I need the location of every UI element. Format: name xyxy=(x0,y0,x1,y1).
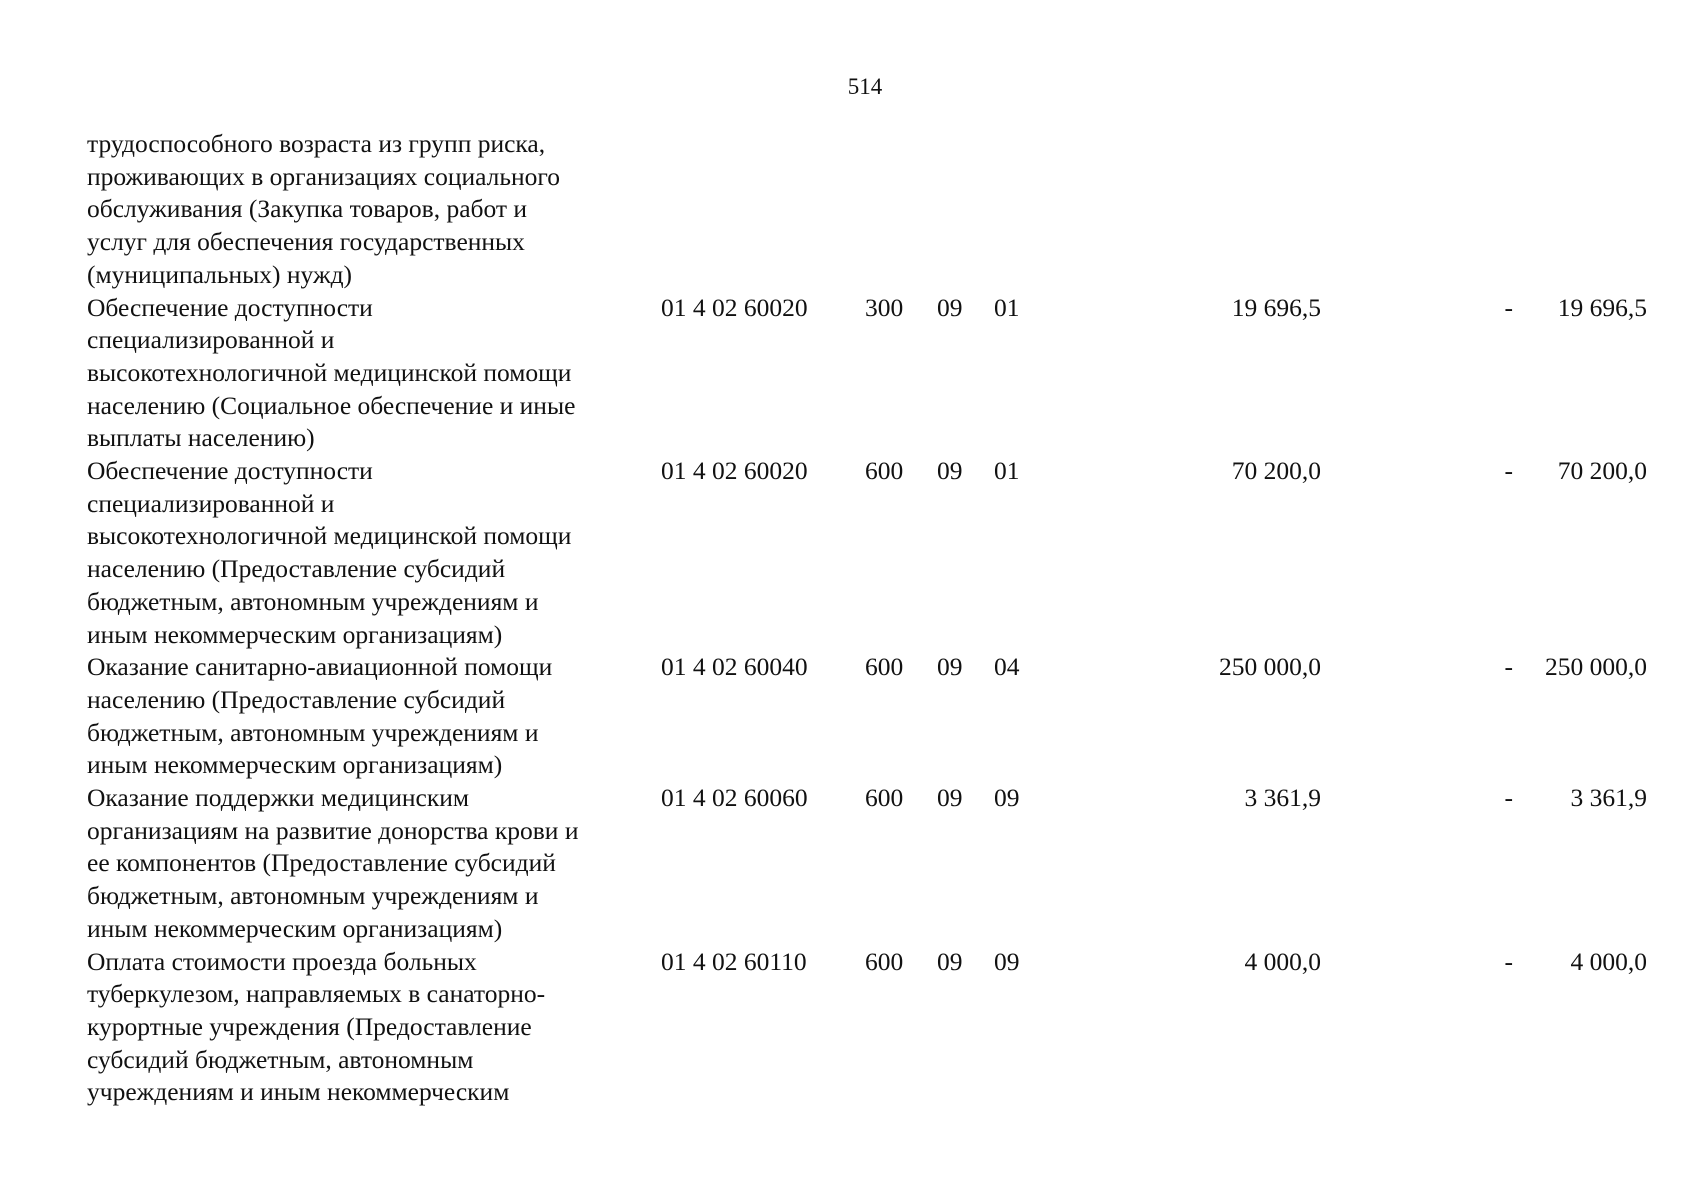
target-article-code: 01 4 02 60020 xyxy=(661,456,808,486)
amount: 4 000,0 xyxy=(1244,946,1321,976)
total-amount: 4 000,0 xyxy=(1570,946,1647,976)
change: - xyxy=(1504,292,1513,322)
row-description: Оказание поддержки медицинским организациям на развитие донорства крови и ее компонентов (Предоставление субсидий бюджетным, автономным учреждениям и иным некоммерческим организациям) xyxy=(87,783,579,943)
row-description: Обеспечение доступности специализированной и высокотехнологичной медицинской помощи населению (Социальное обеспечение и иные выплаты населению) xyxy=(87,292,576,453)
row-description: трудоспособного возраста из групп риска, проживающих в организациях социального обслуживания (Закупка товаров, работ и услуг для обеспечения государственных (муниципальных) нужд) xyxy=(87,129,561,289)
total-amount: 250 000,0 xyxy=(1545,652,1647,682)
subsection-code: 09 xyxy=(994,946,1020,976)
amount: 250 000,0 xyxy=(1219,652,1321,682)
section-code: 09 xyxy=(937,456,963,486)
change: - xyxy=(1504,946,1513,976)
table-row xyxy=(87,946,1647,1110)
total-amount: 19 696,5 xyxy=(1557,292,1647,322)
change: - xyxy=(1504,456,1513,486)
table-row xyxy=(87,292,1647,456)
table-row xyxy=(87,455,1647,651)
subsection-code: 09 xyxy=(994,783,1020,813)
change: - xyxy=(1504,652,1513,682)
subsection-code: 04 xyxy=(994,652,1020,682)
amount: 19 696,5 xyxy=(1231,292,1321,322)
amount: 70 200,0 xyxy=(1231,456,1321,486)
expense-type: 600 xyxy=(865,456,904,486)
amount: 3 361,9 xyxy=(1244,783,1321,813)
expense-type: 600 xyxy=(865,946,904,976)
row-description: Оплата стоимости проезда больных туберкулезом, направляемых в санаторно- курортные учреждения (Предоставление субсидий бюджетным, автономным учреждениям и иным некоммерческим xyxy=(87,946,546,1107)
section-code: 09 xyxy=(937,946,963,976)
target-article-code: 01 4 02 60110 xyxy=(661,946,807,976)
budget-table xyxy=(87,128,1647,1109)
target-article-code: 01 4 02 60040 xyxy=(661,652,808,682)
target-article-code: 01 4 02 60060 xyxy=(661,783,808,813)
row-description: Обеспечение доступности специализированной и высокотехнологичной медицинской помощи населению (Предоставление субсидий бюджетным, автономным учреждениям и иным некоммерческим организациям) xyxy=(87,456,572,649)
change: - xyxy=(1504,783,1513,813)
target-article-code: 01 4 02 60020 xyxy=(661,292,808,322)
total-amount: 70 200,0 xyxy=(1557,456,1647,486)
table-row xyxy=(87,128,1647,292)
table-row xyxy=(87,782,1647,946)
expense-type: 300 xyxy=(865,292,904,322)
section-code: 09 xyxy=(937,292,963,322)
subsection-code: 01 xyxy=(994,456,1020,486)
expense-type: 600 xyxy=(865,783,904,813)
section-code: 09 xyxy=(937,652,963,682)
row-description: Оказание санитарно-авиационной помощи населению (Предоставление субсидий бюджетным, автономным учреждениям и иным некоммерческим организациям) xyxy=(87,652,553,780)
section-code: 09 xyxy=(937,783,963,813)
subsection-code: 01 xyxy=(994,292,1020,322)
page-number: 514 xyxy=(847,74,883,99)
expense-type: 600 xyxy=(865,652,904,682)
total-amount: 3 361,9 xyxy=(1570,783,1647,813)
table-row xyxy=(87,651,1647,782)
